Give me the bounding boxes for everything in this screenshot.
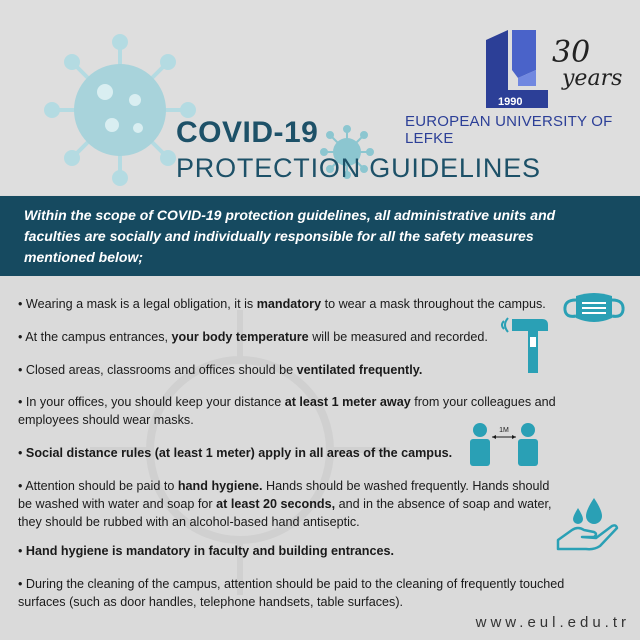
university-name: EUROPEAN UNIVERSITY OF LEFKE — [405, 113, 613, 147]
distance-label: 1M — [499, 427, 509, 434]
logo-year: 1990 — [498, 96, 523, 108]
guideline-item: • During the cleaning of the campus, attention should be paid to the cleaning of frequently touched surfaces (such as door handles, telephone handsets, table surfaces). — [18, 577, 565, 609]
title-line1: COVID-19 — [176, 116, 319, 149]
anniversary-mark — [552, 35, 623, 91]
guideline-item: • At the campus entrances, your body temperature will be measured and recorded. — [18, 330, 488, 344]
years-word: years — [562, 66, 623, 91]
intro-text: Within the scope of COVID-19 protection guidelines, all administrative units and faculties are socially and individually responsible for all the safety measures mentioned below; — [24, 207, 556, 265]
university-logo — [478, 30, 553, 110]
guideline-item: • Wearing a mask is a legal obligation, it is mandatory to wear a mask throughout the campus. — [18, 297, 546, 311]
website-footer: www.eul.edu.tr — [475, 614, 630, 631]
years-number: 30 — [552, 35, 591, 70]
guideline-item: • In your offices, you should keep your distance at least 1 meter away from your colleagues and employees should wear masks. — [18, 395, 556, 427]
guideline-item: • Closed areas, classrooms and offices should be ventilated frequently. — [18, 363, 423, 377]
guideline-item: • Hand hygiene is mandatory in faculty and building entrances. — [18, 544, 395, 558]
title-line2: PROTECTION GUIDELINES — [176, 153, 541, 183]
social-distance-icon — [466, 420, 546, 468]
face-mask-icon — [560, 288, 628, 328]
guideline-item: • Social distance rules (at least 1 meter) apply in all areas of the campus. — [18, 446, 453, 460]
thermometer-gun-icon — [498, 315, 554, 377]
hand-hygiene-icon — [554, 496, 620, 552]
guideline-item: • Attention should be paid to hand hygiene. Hands should be washed frequently. Hands should be washed with water and soap for at least 20 seconds, and in the absence of soap and water, they should be rubbed with an alcohol-based hand antiseptic. — [18, 479, 552, 529]
header — [0, 0, 640, 195]
